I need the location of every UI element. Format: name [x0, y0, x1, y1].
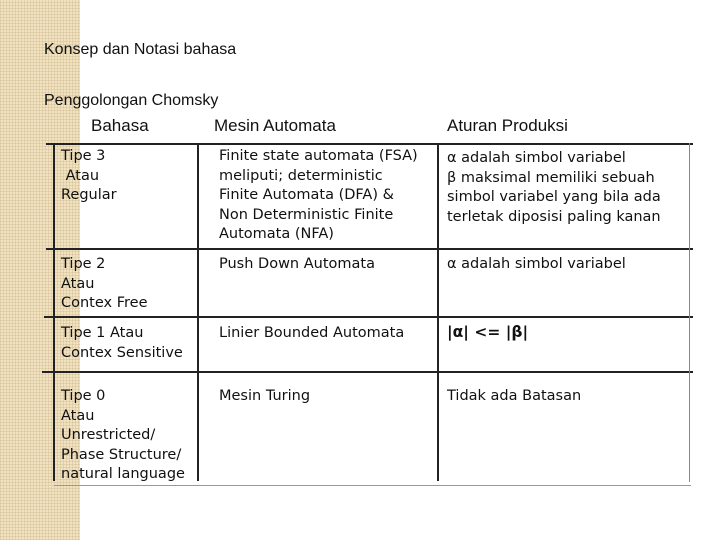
table-rule-top	[46, 143, 693, 145]
cell-bahasa-row1: Tipe 3 Atau Regular	[61, 148, 117, 203]
cell-mesin-row4: Mesin Turing	[219, 388, 311, 404]
cell-bahasa-row4: Tipe 0 Atau Unrestricted/ Phase Structure/ natural language	[61, 388, 185, 482]
cell-bahasa-row3: Tipe 1 Atau Contex Sensitive	[61, 325, 183, 361]
table-rule-bottom	[54, 485, 691, 486]
column-header-mesin-automata: Mesin Automata	[214, 116, 336, 135]
cell-mesin-row1: Finite state automata (FSA) meliputi; deterministic Finite Automata (DFA) & Non Deterministic Finite Automata (NFA)	[219, 148, 418, 242]
cell-bahasa-row2: Tipe 2 Atau Contex Free	[61, 256, 148, 311]
cell-aturan-row1: α adalah simbol variabel β maksimal memiliki sebuah simbol variabel yang bila ada terletak diposisi paling kanan	[447, 150, 661, 225]
table-rule-left	[53, 143, 55, 481]
cell-aturan-row3: |α| <= |β|	[447, 323, 529, 341]
table-rule-col2	[437, 143, 439, 481]
page-title: Konsep dan Notasi bahasa	[44, 41, 237, 58]
cell-aturan-row2: α adalah simbol variabel	[447, 256, 626, 272]
table-rule-row2	[44, 316, 693, 318]
cell-aturan-row4: Tidak ada Batasan	[447, 388, 582, 404]
cell-mesin-row3: Linier Bounded Automata	[219, 325, 405, 341]
cell-mesin-row2: Push Down Automata	[219, 256, 375, 272]
column-header-bahasa: Bahasa	[91, 116, 149, 135]
column-header-aturan-produksi: Aturan Produksi	[447, 116, 568, 135]
table-rule-right	[689, 143, 690, 482]
section-subtitle: Penggolongan Chomsky	[44, 92, 219, 109]
table-rule-row1	[46, 248, 693, 250]
table-rule-col1	[197, 143, 199, 481]
table-rule-row3	[42, 371, 693, 373]
